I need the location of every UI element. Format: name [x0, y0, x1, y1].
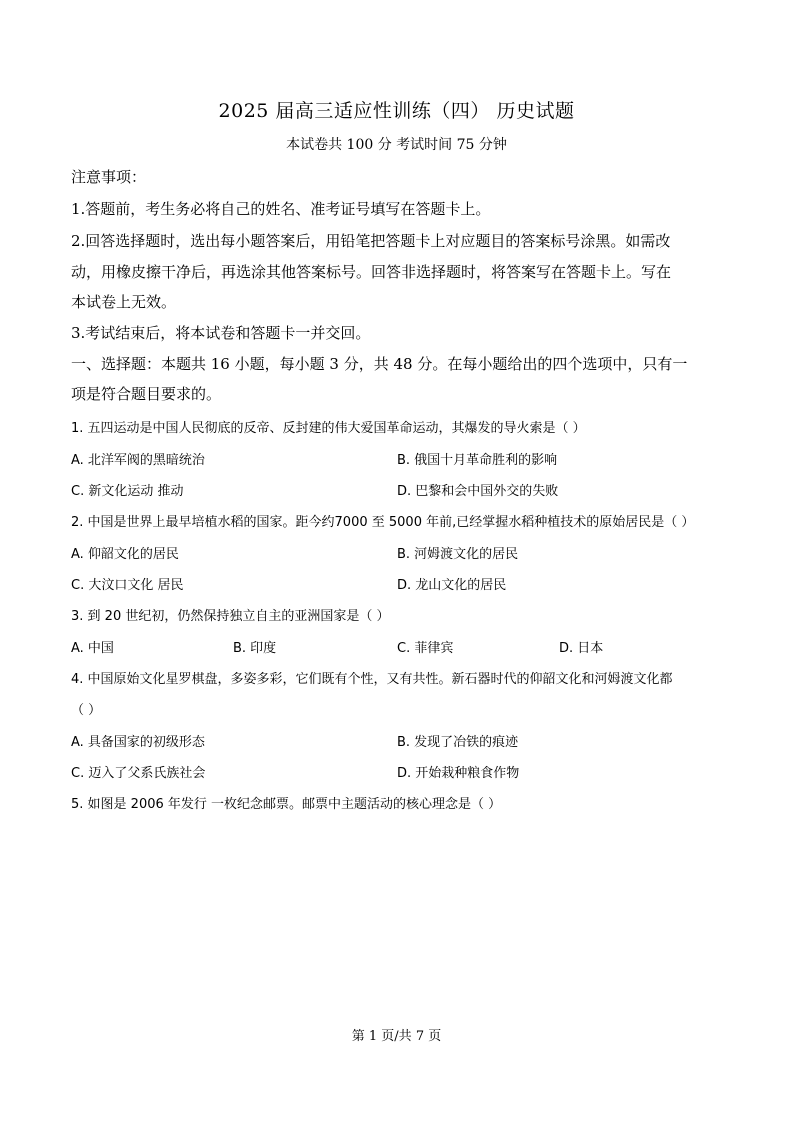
question-3-option-b: B. 印度: [233, 641, 277, 656]
question-3-option-a: A. 中国: [71, 641, 114, 656]
page-number: 第 1 页/共 7 页: [351, 1029, 442, 1044]
notice-item-2-line-1: 2.回答选择题时，选出每小题答案后，用铅笔把答题卡上对应题目的答案标号涂黑。如需改: [71, 232, 671, 250]
exam-info: 本试卷共 100 分 考试时间 75 分钟: [286, 137, 507, 153]
question-4-option-b: B. 发现了冶铁的痕迹: [397, 735, 519, 750]
question-2-option-c: C. 大汶口文化 居民: [71, 578, 184, 593]
notice-item-2-line-3: 本试卷上无效。: [71, 293, 177, 311]
question-3-stem: 3. 到 20 世纪初，仍然保持独立自主的亚洲国家是（ ）: [71, 609, 390, 624]
notice-item-1: 1.答题前，考生务必将自己的姓名、准考证号填写在答题卡上。: [71, 200, 491, 218]
question-2-option-b: B. 河姆渡文化的居民: [397, 547, 519, 562]
question-1-option-d: D. 巴黎和会中国外交的失败: [397, 484, 559, 499]
notice-item-2-line-2: 动，用橡皮擦干净后，再选涂其他答案标号。回答非选择题时，将答案写在答题卡上。写在: [71, 263, 672, 281]
question-4-stem-line-2: （ ）: [71, 703, 102, 718]
question-3-option-c: C. 菲律宾: [397, 641, 454, 656]
question-4-option-d: D. 开始栽种粮食作物: [397, 766, 520, 781]
question-1-option-b: B. 俄国十月革命胜利的影响: [397, 453, 558, 468]
question-4-option-a: A. 具备国家的初级形态: [71, 735, 205, 750]
question-1-stem: 1. 五四运动是中国人民彻底的反帝、反封建的伟大爱国革命运动，其爆发的导火索是（ ）: [71, 421, 586, 436]
question-3-option-d: D. 日本: [559, 641, 604, 656]
question-2-stem: 2. 中国是世界上最早培植水稻的国家。距今约7000 至 5000 年前,已经掌握水稻种植技术的原始居民是（ ）: [71, 515, 695, 530]
section-heading-line-2: 项是符合题目要求的。: [71, 385, 222, 403]
question-2-option-a: A. 仰韶文化的居民: [71, 547, 179, 562]
question-5-stem: 5. 如图是 2006 年发行 一枚纪念邮票。邮票中主题活动的核心理念是（ ）: [71, 797, 502, 812]
question-4-option-c: C. 迈入了父系氏族社会: [71, 766, 206, 781]
notice-heading: 注意事项：: [71, 168, 147, 186]
section-heading-line-1: 一、选择题：本题共 16 小题，每小题 3 分，共 48 分。在每小题给出的四个选项中，只有一: [71, 355, 688, 373]
notice-item-3: 3.考试结束后，将本试卷和答题卡一并交回。: [71, 324, 371, 342]
question-2-option-d: D. 龙山文化的居民: [397, 578, 507, 593]
question-1-option-c: C. 新文化运动 推动: [71, 484, 184, 499]
page-title: 2025 届高三适应性训练（四） 历史试题: [218, 100, 575, 122]
question-1-option-a: A. 北洋军阀的黑暗统治: [71, 453, 205, 468]
question-4-stem-line-1: 4. 中国原始文化星罗棋盘，多姿多彩，它们既有个性，又有共性。新石器时代的仰韶文化和河姆渡文化都: [71, 672, 673, 687]
